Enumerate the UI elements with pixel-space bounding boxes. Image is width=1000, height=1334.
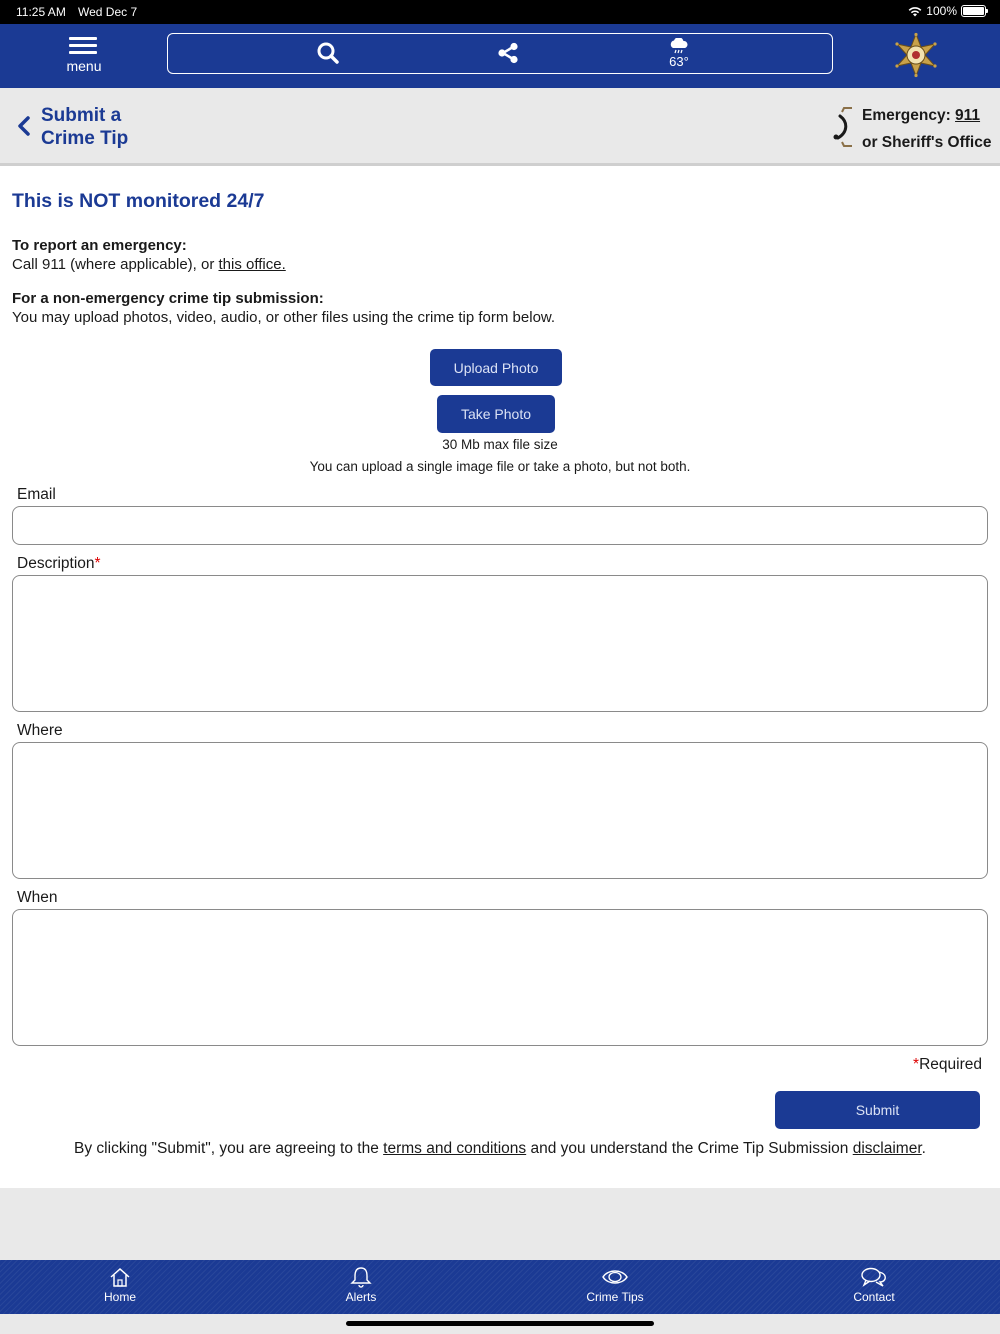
menu-label: menu [66,58,102,74]
status-bar [0,0,1000,24]
tab-contact[interactable] [829,1266,919,1310]
agreement-text [0,1140,1000,1158]
description-textarea[interactable] [12,575,988,712]
nonemergency-heading: For a non-emergency crime tip submission: [12,290,324,307]
emergency-number-link[interactable]: 911 [955,107,981,124]
warning-title: This is NOT monitored 24/7 [12,190,265,212]
email-label: Email [17,486,56,503]
page-title-line2: Crime Tip [41,128,129,149]
home-indicator-area [0,1314,1000,1334]
bell-icon [349,1266,373,1288]
agree-prefix: By clicking "Submit", you are agreeing to the [74,1140,384,1157]
status-date: Wed Dec 7 [78,5,138,19]
emergency-alt: or Sheriff's Office [862,134,992,151]
page-title [41,104,201,150]
share-icon [497,42,519,64]
take-photo-button[interactable]: Take Photo [437,395,555,433]
home-icon [108,1266,132,1288]
tab-alerts-label: Alerts [345,1290,377,1304]
search-button[interactable] [308,34,348,72]
status-time: 11:25 AM [16,5,66,19]
home-indicator[interactable] [346,1321,654,1326]
share-button[interactable] [488,34,528,72]
agree-suffix: . [921,1140,926,1157]
phone-icon[interactable] [828,104,856,150]
required-note-asterisk: * [913,1056,920,1073]
battery-icon [961,5,986,17]
battery-percent: 100% [926,4,957,18]
required-asterisk: * [94,555,101,572]
hamburger-icon [69,37,97,58]
toolbar-box [167,33,833,74]
title-bar [0,88,1000,166]
upload-note: You can upload a single image file or take a photo, but not both. [309,459,691,474]
where-textarea[interactable] [12,742,988,879]
chat-icon [860,1266,888,1288]
nonemergency-text: You may upload photos, video, audio, or other files using the crime tip form below. [12,309,556,326]
weather-temp: 63° [669,53,689,69]
page-title-line1: Submit a [41,105,122,126]
email-input[interactable] [12,506,988,545]
footer-spacer [0,1188,1000,1260]
emergency-label: Emergency: [862,107,956,124]
emergency-info-block [12,236,286,274]
where-label: Where [17,722,63,739]
terms-link[interactable]: terms and conditions [383,1140,527,1157]
agree-middle: and you understand the Crime Tip Submission [526,1140,853,1157]
required-note [913,1056,982,1074]
tab-home-label: Home [103,1290,136,1304]
emergency-heading: To report an emergency: [12,237,187,254]
emergency-text: Call 911 (where applicable), or [12,256,219,273]
when-label: When [17,889,58,906]
sheriff-badge-logo[interactable] [893,32,939,78]
when-textarea[interactable] [12,909,988,1046]
tab-home[interactable] [75,1266,165,1310]
required-note-text: Required [919,1056,982,1073]
top-nav [0,24,1000,88]
wifi-icon [908,6,922,17]
description-label-text: Description [17,555,95,572]
emergency-line [862,102,991,129]
upload-photo-button[interactable]: Upload Photo [430,349,562,386]
emergency-info[interactable] [862,102,991,156]
nonemergency-info-block [12,289,555,327]
submit-button[interactable]: Submit [775,1091,980,1129]
description-label [17,555,101,573]
max-file-size: 30 Mb max file size [442,437,558,452]
tab-crime-tips[interactable] [570,1266,660,1310]
tab-contact-label: Contact [853,1290,895,1304]
status-right [908,4,986,18]
tab-alerts[interactable] [316,1266,406,1310]
tab-bar [0,1260,1000,1314]
disclaimer-link[interactable]: disclaimer [852,1140,922,1157]
eye-icon [601,1266,629,1288]
tab-crime-tips-label: Crime Tips [586,1290,644,1304]
back-chevron-icon[interactable] [14,114,34,138]
search-icon [316,41,340,65]
this-office-link[interactable]: this office. [218,256,286,273]
main-content [0,166,1000,1188]
menu-button[interactable] [58,34,110,80]
weather-button[interactable] [654,34,704,72]
